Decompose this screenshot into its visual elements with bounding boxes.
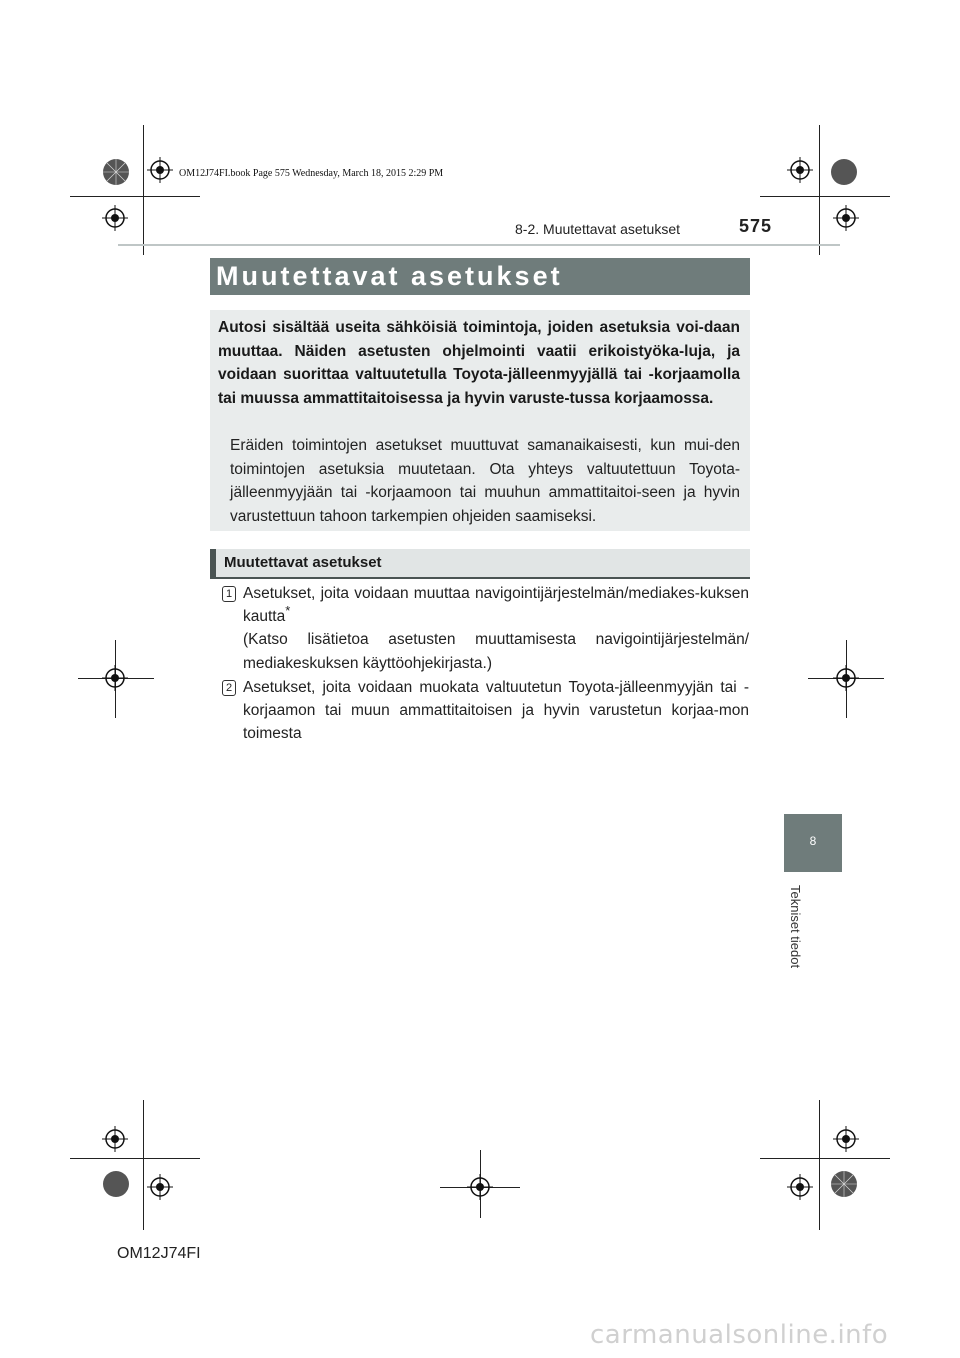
- registration-mark-icon: [833, 1126, 859, 1152]
- page-number: 575: [738, 216, 772, 236]
- header-rule: [118, 244, 840, 246]
- starburst-mark-icon: [830, 1170, 858, 1198]
- starburst-mark-icon: [102, 1170, 130, 1198]
- registration-mark-icon: [147, 157, 173, 183]
- crop-line: [760, 196, 890, 197]
- intro-box: [210, 310, 750, 531]
- crop-line: [143, 1100, 144, 1230]
- registration-mark-icon: [787, 157, 813, 183]
- crop-line: [760, 1158, 890, 1159]
- crop-line: [70, 196, 200, 197]
- registration-mark-icon: [787, 1174, 813, 1200]
- registration-mark-icon: [147, 1174, 173, 1200]
- intro-bold-text: Autosi sisältää useita sähköisiä toimintoja, joiden asetuksia voi-daan muuttaa. Näiden asetusten ohjelmointi vaatii erikoistyöka-luja, ja voidaan suorittaa valtuutetulla Toyota-jälleenmyyjällä tai -korjaamolla tai muussa ammattitaitoisessa ja hyvin varuste-tussa korjaamossa.: [218, 319, 740, 407]
- book-info: OM12J74FI.book Page 575 Wednesday, March 18, 2015 2:29 PM: [179, 168, 444, 179]
- chapter-tab: [784, 814, 842, 872]
- crop-line: [819, 1100, 820, 1230]
- registration-mark-icon: [102, 205, 128, 231]
- crop-line: [819, 125, 820, 255]
- chapter-label: Tekniset tiedot: [788, 885, 803, 969]
- chapter-number: 8: [809, 834, 817, 848]
- crop-line: [143, 125, 144, 255]
- starburst-mark-icon: [830, 158, 858, 186]
- intro-normal-text: Eräiden toimintojen asetukset muuttuvat samanaikaisesti, kun mui-den toimintojen asetuksia muutetaan. Ota yhteys valtuutettuun Toyota-jälleenmyyjään tai -korjaamoon tai muuhun ammattitaitoi-seen ja hyvin varustettuun tahoon tarkempien ohjeiden saamiseksi.: [230, 437, 740, 525]
- registration-mark-icon: [833, 205, 859, 231]
- header-section-title: 8-2. Muutettavat asetukset: [515, 221, 680, 237]
- crop-line: [70, 1158, 200, 1159]
- watermark: carmanualsonline.info: [590, 1320, 889, 1350]
- subheading: [210, 549, 750, 579]
- list-item: [243, 582, 749, 675]
- list-item-text: Asetukset, joita voidaan muuttaa navigointijärjestelmän/mediakes-kuksen kautta: [243, 585, 749, 626]
- footnote-asterisk: *: [285, 603, 291, 619]
- registration-mark-icon: [102, 665, 128, 691]
- footer-code: OM12J74FI: [117, 1245, 201, 1262]
- registration-mark-icon: [833, 665, 859, 691]
- registration-mark-icon: [467, 1174, 493, 1200]
- title-bar: [210, 258, 750, 295]
- subheading-accent: [210, 549, 216, 577]
- starburst-mark-icon: [102, 158, 130, 186]
- page-title: Muutettavat asetukset: [216, 261, 563, 291]
- item-number-badge: 1: [222, 586, 236, 602]
- item-number-badge: 2: [222, 680, 236, 696]
- subheading-title: Muutettavat asetukset: [224, 554, 382, 571]
- list-item-text: Asetukset, joita voidaan muokata valtuutetun Toyota-jälleenmyyjän tai -korjaamon tai muun ammattitaitoisen ja hyvin varustetun korjaa-mon toimesta: [243, 679, 749, 743]
- list-item: [243, 676, 749, 746]
- registration-mark-icon: [102, 1126, 128, 1152]
- list-item-note: (Katso lisätietoa asetusten muuttamisesta navigointijärjestelmän/ mediakeskuksen käyttöohjekirjasta.): [243, 631, 749, 672]
